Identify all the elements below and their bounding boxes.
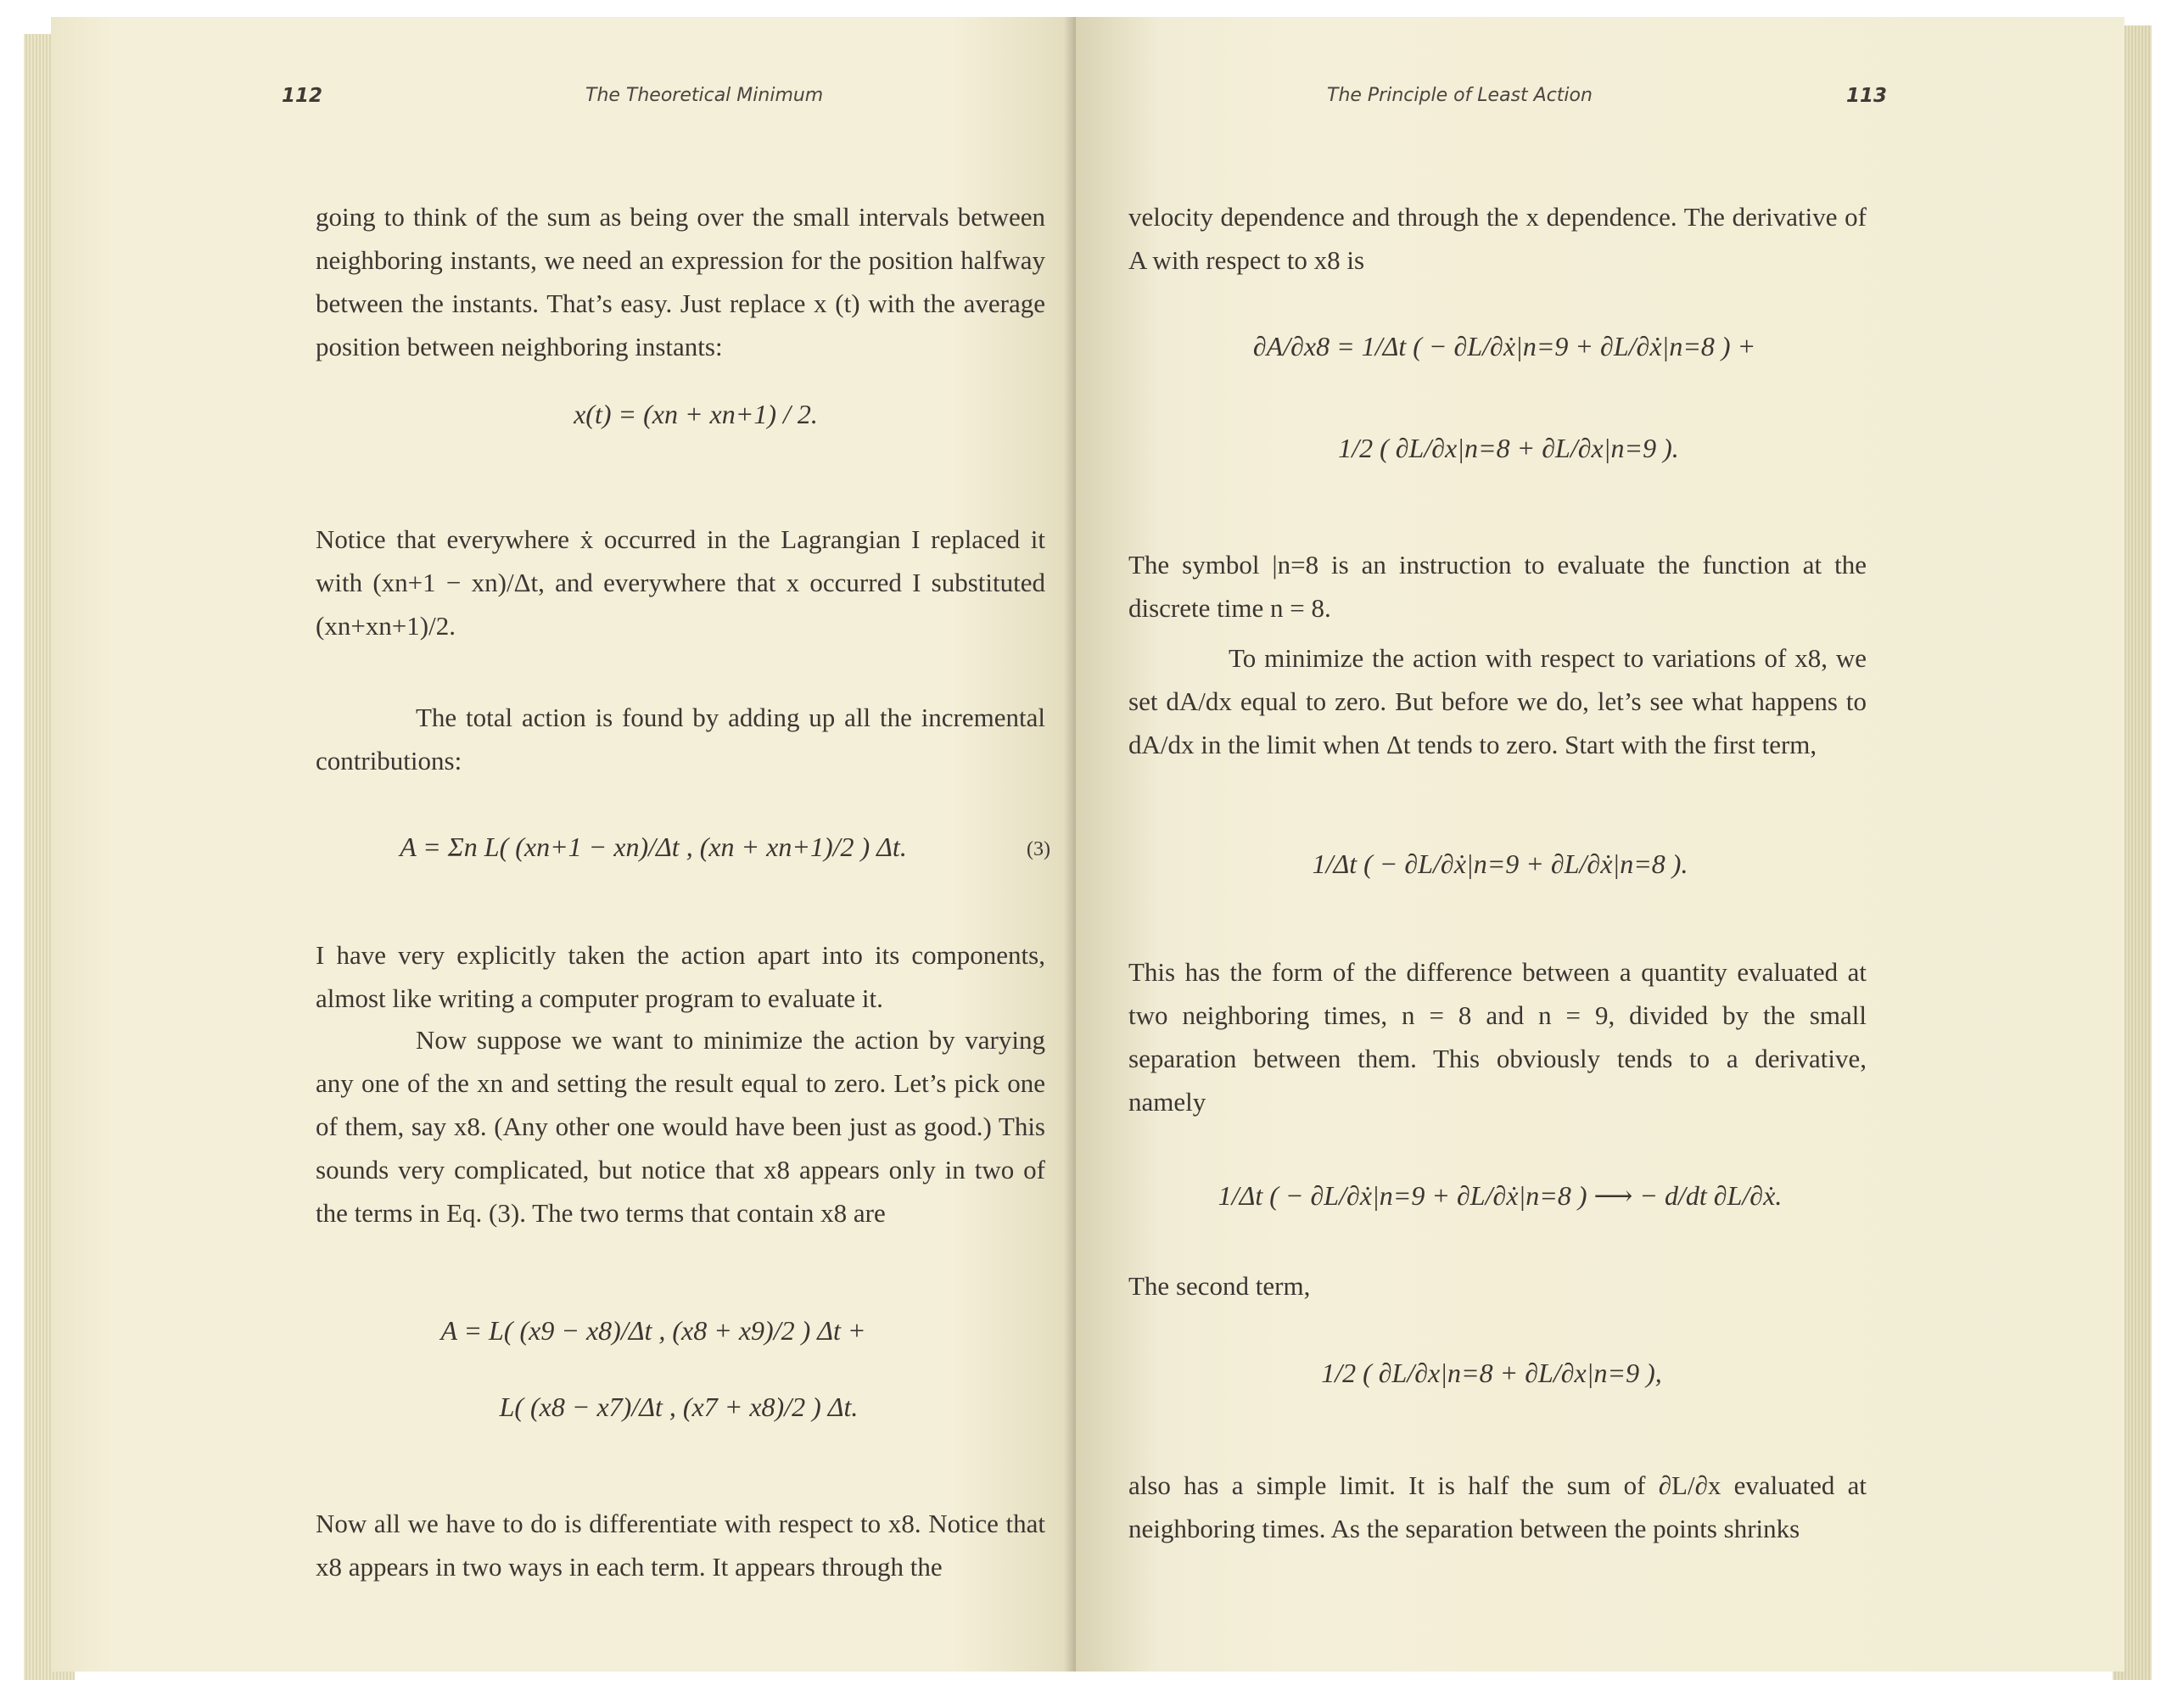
paragraph: going to think of the sum as being over the small intervals between neighboring instants, we need an expression for the position halfway between the instants. That’s easy. Just replace x (t) with the average position between neighboring instants: — [316, 202, 1045, 361]
paragraph: The symbol |n=8 is an instruction to evaluate the function at the discrete time n = 8. — [1128, 550, 1867, 623]
paragraph: also has a simple limit. It is half the sum of ∂L/∂x evaluated at neighboring times. As the separation between the points shrinks — [1128, 1470, 1867, 1543]
equation: 1/Δt ( − ∂L/∂ẋ|n=9 + ∂L/∂ẋ|n=8 ). — [1312, 848, 1688, 879]
equation: 1/2 ( ∂L/∂x|n=8 + ∂L/∂x|n=9 ), — [1321, 1358, 1662, 1388]
paragraph: I have very explicitly taken the action apart into its components, almost like writing a computer program to evaluate it. — [316, 940, 1045, 1013]
paragraph: This has the form of the difference between a quantity evaluated at two neighboring times, n = 8 and n = 9, divided by the small separation between them. This obviously tends to a derivative, namely — [1128, 957, 1867, 1117]
equation: 1/Δt ( − ∂L/∂ẋ|n=9 + ∂L/∂ẋ|n=8 ) ⟶ − d/dt ∂L/∂ẋ. — [1218, 1180, 1783, 1211]
equation: ∂A/∂x8 = 1/Δt ( − ∂L/∂ẋ|n=9 + ∂L/∂ẋ|n=8 ) + — [1252, 331, 1756, 361]
left-page — [51, 17, 1076, 1672]
equation: A = L( (x9 − x8)/Δt , (x8 + x9)/2 ) Δt + — [440, 1315, 866, 1346]
paragraph: Now all we have to do is differentiate with respect to x8. Notice that x8 appears in two ways in each term. It appears through the — [316, 1509, 1045, 1582]
equation: A = Σn L( (xn+1 − xn)/Δt , (xn + xn+1)/2 ) Δt. — [400, 832, 907, 862]
paragraph: The total action is found by adding up all the incremental contributions: — [316, 703, 1045, 776]
equation: L( (x8 − x7)/Δt , (x7 + x8)/2 ) Δt. — [499, 1392, 859, 1422]
equation-number: (3) — [1027, 838, 1050, 860]
paragraph: Notice that everywhere ẋ occurred in the Lagrangian I replaced it with (xn+1 − xn)/Δt, and everywhere that x occurred I substituted (xn+xn+1)/2. — [316, 524, 1045, 641]
paragraph: To minimize the action with respect to variations of x8, we set dA/dx equal to zero. But before we do, let’s see what happens to dA/dx in the limit when Δt tends to zero. Start with the first term, — [1128, 643, 1867, 759]
page-number: 112 — [282, 85, 323, 107]
paragraph: velocity dependence and through the x dependence. The derivative of A with respect to x8 is — [1128, 202, 1867, 275]
equation: 1/2 ( ∂L/∂x|n=8 + ∂L/∂x|n=9 ). — [1338, 433, 1679, 463]
paragraph: Now suppose we want to minimize the action by varying any one of the xn and setting the result equal to zero. Let’s pick one of them, say x8. (Any other one would have been just as good.) This sounds very complicated, but notice that x8 appears only in two of the terms in Eq. (3). The two terms that contain x8 are — [316, 1025, 1045, 1228]
right-page — [1076, 17, 2124, 1672]
equation: x(t) = (xn + xn+1) / 2. — [574, 399, 818, 429]
running-head: The Theoretical Minimum — [585, 85, 824, 106]
paragraph: The second term, — [1128, 1271, 1311, 1301]
running-head: The Principle of Least Action — [1327, 85, 1593, 106]
page-number: 113 — [1846, 85, 1888, 107]
